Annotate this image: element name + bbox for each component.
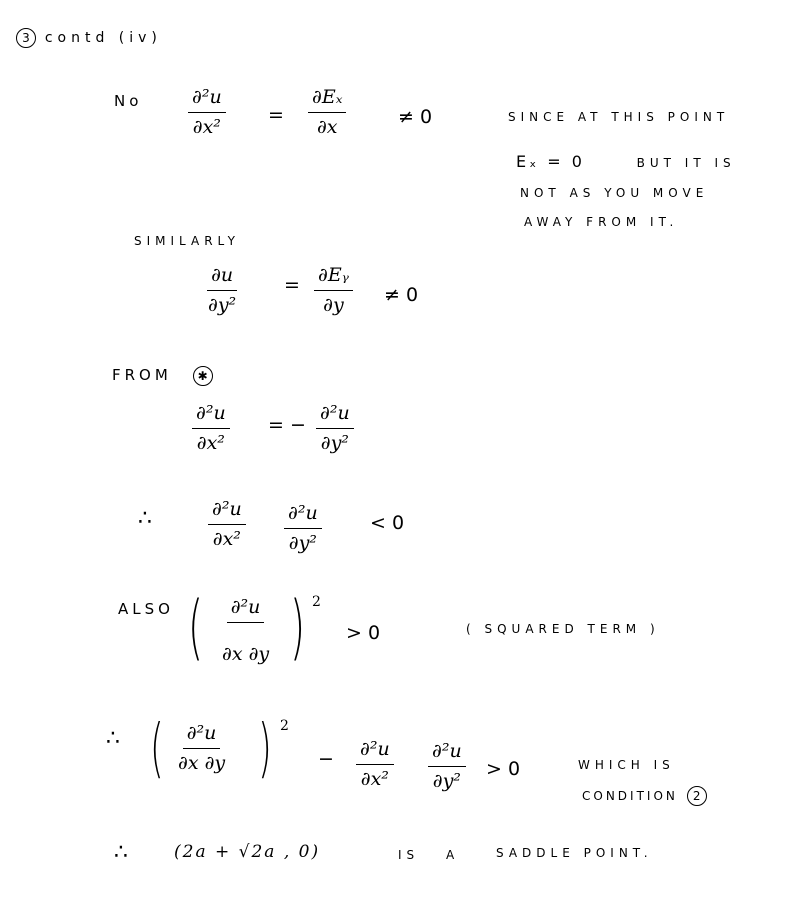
line4-f2-num: ∂²u: [284, 504, 322, 529]
line2-not-equal: ≠ 0: [384, 284, 419, 306]
line6-note-condition: [582, 786, 707, 806]
line3-equals-minus: = −: [268, 414, 306, 436]
line5-num: ∂²u: [227, 598, 265, 623]
line6-minus: −: [318, 748, 334, 770]
line2-prefix: SIMILARLY: [134, 234, 240, 248]
line1-prefix: No: [114, 92, 143, 110]
note-line3: NOT AS YOU MOVE: [520, 186, 709, 200]
line4-fraction-1: [208, 500, 246, 549]
line3-lhs-fraction: [192, 404, 230, 453]
line2-rhs-fraction: [314, 266, 353, 315]
line5-right-paren: ): [290, 586, 306, 668]
line6-therefore: ∴: [106, 726, 120, 751]
note-but-it-is: BUT IT IS: [636, 156, 736, 170]
star-reference-circle: ✱: [193, 366, 213, 386]
line1-equals: =: [268, 104, 284, 126]
line3-from-label: FROM: [112, 366, 172, 384]
line5-prefix: ALSO: [118, 600, 174, 618]
line7-therefore: ∴: [114, 840, 128, 865]
line7-a: A: [446, 848, 460, 862]
line2-equals: =: [284, 274, 300, 296]
line6-right-paren: ): [258, 712, 272, 786]
line5-fraction: [218, 598, 273, 664]
line7-point: (2a + √2a , 0): [174, 842, 321, 862]
line6-fraction-1: [356, 740, 394, 789]
line4-fraction-2: [284, 504, 322, 553]
note-line4: AWAY FROM IT.: [524, 215, 679, 229]
line1-not-equal: ≠ 0: [398, 106, 433, 128]
line6-left-paren: (: [150, 712, 164, 786]
line6-greater-than-zero: > 0: [486, 758, 521, 780]
line4-f1-num: ∂²u: [208, 500, 246, 525]
line6-f2-den: ∂y²: [432, 770, 461, 792]
line5-left-paren: (: [188, 586, 204, 668]
line1-lhs-num: ∂²u: [188, 88, 226, 113]
line2-lhs-den: ∂y²: [208, 294, 237, 316]
line1-lhs-fraction: [188, 88, 226, 137]
line7-is: IS: [398, 848, 420, 862]
line6-den: ∂x ∂y: [178, 752, 226, 774]
line1-rhs-den: ∂x: [316, 116, 338, 138]
line1-lhs-den: ∂x²: [192, 116, 221, 138]
line6-square-fraction: [174, 724, 229, 773]
line6-fraction-2: [428, 742, 466, 791]
line4-therefore: ∴: [138, 506, 152, 531]
line2-rhs-num: ∂Eᵧ: [314, 266, 353, 291]
line2-lhs-fraction: [204, 266, 240, 315]
line4-f2-den: ∂y²: [288, 532, 317, 554]
section-number-circle: 3: [16, 28, 36, 48]
line3-prefix: [112, 366, 213, 386]
note-ex-equals-zero: Eₓ = 0: [516, 152, 585, 171]
line3-lhs-den: ∂x²: [196, 432, 225, 454]
line6-f2-num: ∂²u: [428, 742, 466, 767]
line3-rhs-num: ∂²u: [316, 404, 354, 429]
note-line1: SINCE AT THIS POINT: [508, 110, 730, 124]
condition-label: CONDITION: [582, 789, 678, 803]
line1-rhs-fraction: [308, 88, 346, 137]
line4-f1-den: ∂x²: [212, 528, 241, 550]
line6-power: 2: [280, 718, 289, 734]
line5-note: ( SQUARED TERM ): [466, 622, 660, 636]
line6-num: ∂²u: [183, 724, 221, 749]
page-header: [16, 28, 162, 48]
line2-lhs-num: ∂u: [207, 266, 237, 291]
note-line2: [516, 152, 736, 171]
line4-less-than-zero: < 0: [370, 512, 405, 534]
line2-rhs-den: ∂y: [323, 294, 344, 316]
line3-rhs-den: ∂y²: [320, 432, 349, 454]
header-label: contd (iv): [44, 30, 162, 46]
condition-number-circle: 2: [687, 786, 707, 806]
line5-greater-than-zero: > 0: [346, 622, 381, 644]
line6-note-which-is: WHICH IS: [578, 758, 675, 772]
line7-saddle-point: SADDLE POINT.: [496, 846, 653, 860]
line3-rhs-fraction: [316, 404, 354, 453]
line3-lhs-num: ∂²u: [192, 404, 230, 429]
line6-f1-num: ∂²u: [356, 740, 394, 765]
line1-rhs-num: ∂Eₓ: [308, 88, 346, 113]
line6-f1-den: ∂x²: [360, 768, 389, 790]
line5-den: ∂x ∂y: [222, 643, 270, 665]
line5-power: 2: [312, 594, 321, 610]
